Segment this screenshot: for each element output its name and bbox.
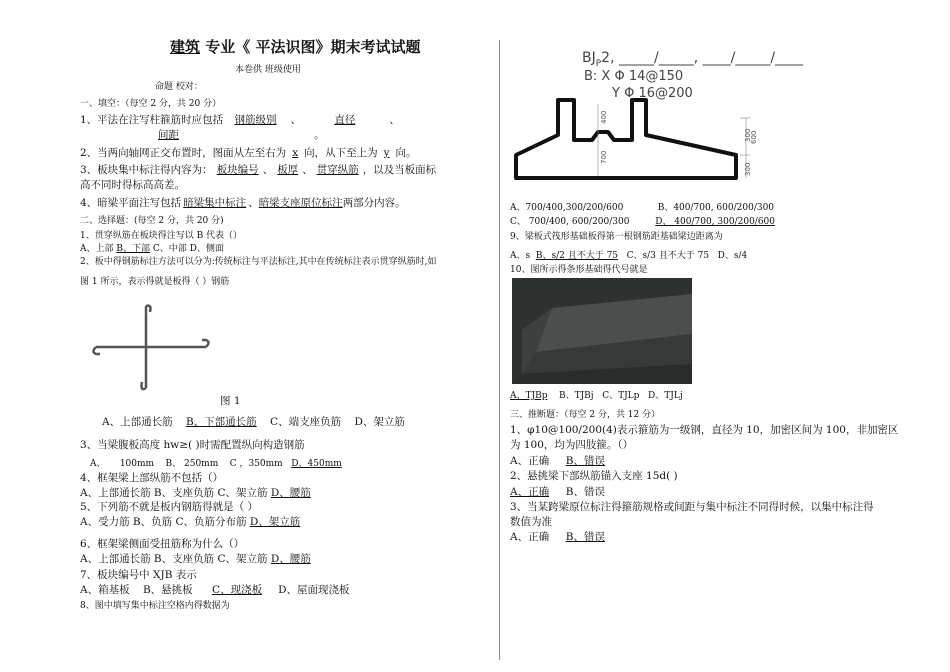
j2-option-b: B、错误 <box>565 486 606 498</box>
choice-5-options <box>80 515 300 529</box>
fill-question-2 <box>80 146 417 160</box>
c7-option-c: C、现浇板 <box>212 584 263 596</box>
c3-option-c: C ，350mm <box>229 459 283 469</box>
q2-end: 向。 <box>395 147 417 159</box>
column-divider <box>499 40 500 660</box>
choice-6-options <box>80 552 311 566</box>
c10-option-d: D、TJLj <box>648 391 683 401</box>
authors-line: 命题 校对： <box>155 82 203 92</box>
figure-1-caption: 图 1 <box>220 395 241 407</box>
q2-text: 2、当两向轴网正交布置时，图面从左至右为 <box>80 147 287 159</box>
choice-8-options-row2 <box>510 215 775 229</box>
choice-question-4: 4、框架梁上部纵筋不包括（） <box>80 472 224 484</box>
judge-1-options <box>510 454 605 468</box>
c8-option-a: A、700/400,300/200/600 <box>510 203 624 213</box>
choice-question-3: 3、当梁腹板高度 hw≥( )时需配置纵向构造钢筋 <box>80 439 305 451</box>
fig8-blanks: 2, _____/_____, ____/_____/____ <box>601 50 804 66</box>
choice-question-7: 7、板块编号中 XJB 表示 <box>80 569 197 581</box>
c4-option-d: D、腰筋 <box>270 487 311 499</box>
judge-question-3-line2: 数值为准 <box>510 516 552 528</box>
dim-300-lower: 300 <box>744 162 752 176</box>
choice-4-options <box>80 486 311 500</box>
judge-question-2: 2、悬挑梁下部纵筋锚入支座 15d( ) <box>510 470 678 482</box>
c2-option-b: B、下部通长筋 <box>185 416 257 428</box>
q1-dot: 。 <box>314 129 325 141</box>
c3-option-d: D、450mm <box>291 459 342 469</box>
q3-blank-3: 贯穿纵筋 <box>316 164 359 176</box>
j3-option-a: A、正确 <box>510 531 550 543</box>
q3-blank-2: 板厚 <box>277 164 299 176</box>
q4-blank-1: 暗梁集中标注 <box>183 197 247 209</box>
c9-option-b: B、s/2 且不大于 75 <box>535 251 619 261</box>
choice-3-options <box>90 457 342 471</box>
c9-option-c: C、s/3 且不大于 75 <box>626 251 710 261</box>
c9-option-d: D、s/4 <box>717 251 748 261</box>
q1-blank-1: 钢筋级别 <box>234 114 277 126</box>
c8-option-b: B、400/700, 600/200/300 <box>657 203 775 213</box>
choice-question-6: 6、框架梁侧面受扭筋称为什么（） <box>80 538 245 550</box>
title-subject: 建筑 <box>170 38 201 56</box>
q3-text: 3、板块集中标注得内容为： <box>80 164 213 176</box>
c4-options-abc: A、上部通长筋 B、支座负筋 C、架立筋 <box>80 487 271 499</box>
fig8-line2: B: X Φ 14@150 <box>584 69 684 84</box>
q4-text: 4、暗梁平面注写包括 <box>80 197 182 209</box>
choice-question-2-line2: 图 1 所示，表示得就是板得（ ）钢筋 <box>80 277 230 287</box>
q4-blank-2: 暗梁支座原位标注 <box>258 197 343 209</box>
section-judge-heading: 三、推断题：（每空 2 分，共 12 分） <box>510 410 661 420</box>
choice-2-options <box>102 415 405 429</box>
c7-option-a: A、箱基板 <box>80 584 130 596</box>
c6-option-d: D、腰筋 <box>270 553 311 565</box>
judge-2-options <box>510 485 605 499</box>
fill-question-4 <box>80 196 406 210</box>
fig8-line1 <box>582 50 804 69</box>
c1-option-b: B、下部 <box>116 244 150 254</box>
q1-blank-2: 直径 <box>334 114 356 126</box>
c1-option-a: A、上部 <box>80 244 114 254</box>
fill-question-3 <box>80 163 436 177</box>
choice-question-9: 9、梁板式筏形基础板得第一根钢筋距基础梁边距离为 <box>510 232 723 242</box>
judge-3-options <box>510 530 605 544</box>
c5-option-d: D、架立筋 <box>249 516 301 528</box>
dim-400: 400 <box>600 110 608 124</box>
dim-700: 700 <box>600 150 608 164</box>
judge-question-1-line2: 为 100，均为四肢箍。（） <box>510 439 634 451</box>
q4-end: 两部分内容。 <box>342 197 406 209</box>
c1-option-c: C、中部 <box>152 244 187 254</box>
c8-option-c: C、 700/400, 600/200/300 <box>510 217 630 227</box>
c8-option-d: D、 400/700, 300/200/600 <box>655 217 776 227</box>
foundation-outline <box>516 100 736 178</box>
choice-question-5: 5、下列筋不就是板内钢筋得就是（ ） <box>80 501 259 513</box>
c5-options-abc: A、受力筋 B、负筋 C、负筋分布筋 <box>80 516 250 528</box>
title-rest: 专业《 平法识图》期末考试试题 <box>205 38 421 56</box>
j1-option-a: A、正确 <box>510 455 550 467</box>
q4-sep: 、 <box>248 197 259 209</box>
choice-question-1: 1、贯穿纵筋在板块得注写以 B 代表（） <box>80 231 243 241</box>
q1-sep: 、 <box>290 114 302 126</box>
judge-question-1: 1、φ10@100/200(4)表示箍筋为一级钢，直径为 10，加密区间为 100，非加密区 <box>510 424 899 436</box>
q2-blank-2: y <box>383 147 390 159</box>
q1-text: 1、平法在注写柱箍筋时应包括 <box>80 114 224 126</box>
c3-option-b: B、 250mm <box>165 459 219 469</box>
c2-option-c: C、端支座负筋 <box>270 416 342 428</box>
choice-10-options <box>510 389 683 403</box>
q1-end: 、 <box>389 114 400 126</box>
j3-option-b: B、错误 <box>565 531 606 543</box>
c3-option-a: A、 <box>90 459 106 469</box>
fill-question-1-line2 <box>88 128 325 142</box>
c7-option-d: D、屋面现浇板 <box>278 584 350 596</box>
fill-question-1 <box>80 113 400 127</box>
choice-8-options-row1 <box>510 201 774 215</box>
c2-option-a: A、上部通长筋 <box>102 416 173 428</box>
choice-question-2: 2、板中得钢筋标注方法可以分为:传统标注与平法标注,其中在传统标注表示贯穿纵筋时,如 <box>80 257 437 267</box>
strip-foundation-image <box>512 278 692 384</box>
choice-9-options <box>510 249 747 263</box>
q3-sep-1: 、 <box>262 164 274 176</box>
j2-option-a: A、正确 <box>510 486 550 498</box>
c6-options-abc: A、上部通长筋 B、支座负筋 C、架立筋 <box>80 553 271 565</box>
dim-600: 600 <box>750 130 758 144</box>
c10-option-c: C、TJLp <box>602 391 640 401</box>
exam-title <box>170 40 420 54</box>
q2-blank-1: x <box>292 147 299 159</box>
c9-option-a: A、s <box>510 251 531 261</box>
fig8-bj: BJ <box>582 50 596 66</box>
c10-option-a: A、TJBp <box>510 391 548 401</box>
q1-blank-3: 间距 <box>158 129 179 141</box>
fill-question-3-line2: 高不同时得标高高差。 <box>80 179 185 191</box>
fig8-bj-sub: P <box>595 59 602 69</box>
q3-end: ，以及当板面标 <box>362 164 437 176</box>
choice-question-8: 8、图中填写集中标注空格内得数据为 <box>80 601 230 611</box>
section-choice-heading: 二、选择题：(每空 2 分，共 20 分) <box>80 216 224 226</box>
fig8-line3: Y Φ 16@200 <box>612 86 693 101</box>
choice-question-10: 10、图所示得条形基础得代号就是 <box>510 265 648 275</box>
judge-question-3: 3、当某跨梁原位标注得箍筋规格或间距与集中标注不同得时候，以集中标注得 <box>510 501 874 513</box>
c2-option-d: D、架立筋 <box>354 416 405 428</box>
choice-7-options <box>80 583 350 597</box>
rebar-cross-figure <box>88 302 218 392</box>
choice-1-options <box>80 242 224 256</box>
q3-sep-2: 、 <box>302 164 313 176</box>
c10-option-b: B、TJBj <box>558 391 594 401</box>
q2-middle: 向，从下至上为 <box>304 147 378 159</box>
c7-option-b: B、悬挑板 <box>142 584 193 596</box>
foundation-section-figure <box>510 40 810 200</box>
c1-option-d: D、侧面 <box>189 244 224 254</box>
section-fill-heading: 一、填空：（每空 2 分，共 20 分） <box>80 99 222 109</box>
j1-option-b: B、错误 <box>565 455 606 467</box>
c3-option-a-value: 100mm <box>119 459 155 469</box>
q3-blank-1: 板块编号 <box>216 164 259 176</box>
subtitle: 本卷供 班级使用 <box>235 65 301 75</box>
dim-300-upper: 300 <box>744 128 752 142</box>
